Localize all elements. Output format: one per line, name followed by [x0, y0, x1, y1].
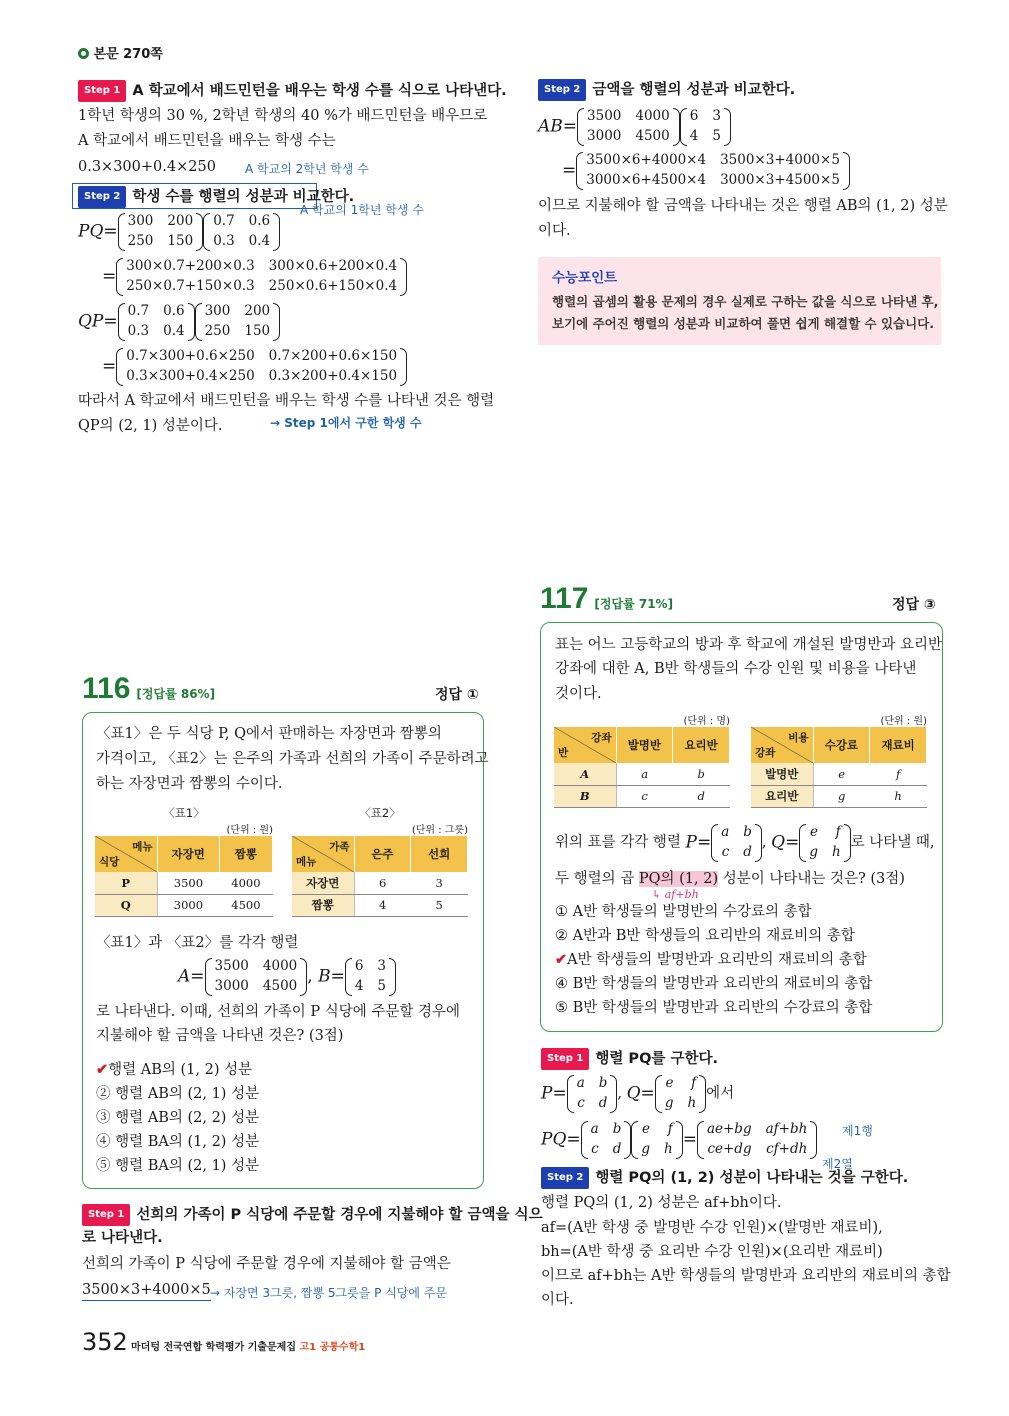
left-paren	[116, 258, 123, 296]
table-cost: (단위 : 원) 비용 강좌 수강료 재료비 발명반 e f 요리반 g h	[751, 712, 927, 808]
table-row	[751, 785, 927, 807]
matrix-cell: ce+dg	[707, 1141, 752, 1157]
question-line: 두 행렬의 곱 PQ의 (1, 2) 성분이 나타내는 것은? (3점)	[555, 871, 905, 887]
matrix-cell: b	[612, 1121, 622, 1137]
text-line: 표는 어느 고등학교의 방과 후 학교에 개설된 발명반과 요리반	[555, 637, 943, 653]
pq-product: PQ= a b c d e f g h = ae+bg af+bh ce+dg cf+dh	[541, 1120, 817, 1159]
choice-4[interactable]: ④ 행렬 BA의 (1, 2) 성분	[96, 1134, 260, 1150]
matrix	[655, 1074, 706, 1113]
left-paren	[655, 1075, 662, 1113]
table-1: 〈표1〉 (단위 : 원) 메뉴 식당 자장면 짬뽕 P 3500 4000 Q 3000 4500	[95, 805, 273, 917]
matrix-cell: c	[577, 1095, 585, 1111]
right-paren	[724, 108, 731, 146]
matrix-cell: 0.3×200+0.4×150	[268, 368, 398, 384]
table-cell: 자장면	[157, 836, 219, 872]
matrix-cell: 3500×3+4000×5	[720, 152, 840, 168]
matrix-cell: 6	[689, 108, 699, 124]
matrix-cell: h	[664, 1141, 673, 1157]
right-paren	[676, 1121, 683, 1159]
step2-heading: Step 2 금액을 행렬의 성분과 비교한다.	[538, 79, 795, 101]
tip-box: 수능포인트 행렬의 곱셈의 활용 문제의 경우 실제로 구하는 값을 식으로 나타낸 후, 보기에 주어진 행렬의 성분과 비교하여 풀면 쉽게 해결할 수 있습니다.	[538, 257, 941, 345]
table-cell: a	[616, 763, 673, 785]
left-paren	[680, 108, 687, 146]
table-cell: B	[554, 785, 616, 807]
matrix-cell: d	[612, 1141, 622, 1157]
table-row	[292, 894, 468, 916]
matrix-cell: 0.4	[163, 323, 185, 339]
matrix	[799, 823, 850, 862]
matrix-cell: h	[687, 1095, 697, 1111]
answer-label: 정답 ③	[892, 597, 936, 613]
table-cell: h	[870, 785, 927, 807]
matrix-cell: 0.7×200+0.6×150	[268, 348, 398, 364]
table-cell: 4	[354, 894, 411, 916]
text-line: 이다.	[541, 1292, 574, 1308]
matrix-cell: b	[743, 824, 752, 840]
matrix-cell: g	[641, 1141, 650, 1157]
matrix-cell: f	[667, 1121, 673, 1137]
table-cell: 3	[411, 872, 468, 894]
left-paren	[697, 1121, 704, 1159]
table-row	[95, 872, 273, 894]
table-cell: f	[870, 763, 927, 785]
right-paren	[844, 824, 851, 862]
table-cell: 가족 메뉴	[292, 836, 354, 872]
table-cell: 선희	[411, 836, 468, 872]
matrix-cell: 6	[354, 958, 364, 974]
matrix-cell: f	[835, 824, 841, 840]
matrix-cell: 4500	[262, 978, 298, 994]
checkmark-icon: ✔	[96, 1061, 109, 1078]
text-line: QP의 (2, 1) 성분이다.	[78, 418, 223, 434]
matrix	[631, 1120, 682, 1159]
choice-5[interactable]: ⑤ 행렬 BA의 (2, 1) 성분	[96, 1158, 260, 1174]
step2-heading: Step 2 행렬 PQ의 (1, 2) 성분이 나타내는 것을 구한다.	[541, 1167, 908, 1189]
matrix-cell: a	[721, 824, 730, 840]
table-cell: 4500	[219, 894, 272, 916]
section-reference: 본문 270쪽	[78, 43, 163, 62]
text-line: bh=(A반 학생 중 요리반 수강 인원)×(요리반 재료비)	[541, 1244, 883, 1260]
matrix-cell: e	[642, 1121, 650, 1137]
left-paren	[205, 958, 212, 996]
annotation: ↳ af+bh	[652, 888, 699, 901]
matrix-cell: 3000×6+4500×4	[586, 172, 707, 188]
table-row	[554, 763, 730, 785]
qp-result: = 0.7×300+0.6×250 0.7×200+0.6×150 0.3×300+0.4×250 0.3×200+0.4×150	[102, 347, 407, 386]
text-line: 가격이고, 〈표2〉는 은주의 가족과 선희의 가족이 주문하려고	[96, 751, 489, 767]
table-cell: 4000	[219, 872, 272, 894]
right-paren	[400, 258, 407, 296]
question-117-heading: 117 [정답률 71%]	[540, 582, 674, 615]
ab-equation: AB= 3500 4000 3000 4500 6 3 4 5	[538, 107, 731, 146]
table-cell: d	[673, 785, 730, 807]
right-paren	[810, 1121, 817, 1159]
table-cell: A	[554, 763, 616, 785]
matrix-cell: a	[576, 1075, 585, 1091]
matrix-cell: e	[809, 824, 818, 840]
matrix-cell: 3500	[214, 958, 249, 974]
annotation: 제2열	[822, 1157, 853, 1171]
annotation: 제1행	[842, 1124, 873, 1138]
right-paren	[273, 213, 280, 251]
text-line: 것이다.	[555, 686, 602, 702]
table-cell: e	[813, 763, 870, 785]
table-cell: 짬뽕	[219, 836, 272, 872]
matrix-cell: 4000	[635, 108, 670, 124]
matrix	[205, 957, 308, 996]
text-line: 로 나타낸다.	[82, 1230, 163, 1246]
left-paren	[116, 348, 123, 386]
text-line: 강좌에 대한 A, B반 학생들의 수강 인원 및 비용을 나타낸	[555, 661, 917, 677]
matrix-definitions: A= 3500 4000 3000 4500 , B= 6 3 4 5	[178, 957, 396, 996]
left-paren	[345, 958, 352, 996]
table-enrollment: (단위 : 명) 강좌 반 발명반 요리반 A a b B c d	[554, 712, 730, 808]
matrix-cell: 150	[244, 323, 271, 339]
matrix	[118, 302, 195, 341]
matrix-cell: 4	[689, 128, 699, 144]
table-cell: 강좌 반	[554, 727, 616, 763]
table-cell: 짬뽕	[292, 894, 354, 916]
table-cell: 3000	[157, 894, 219, 916]
matrix-cell: 4	[354, 978, 364, 994]
text-line: 로 나타낸다. 이때, 선희의 가족이 P 식당에 주문할 경우에	[96, 1004, 460, 1020]
text-line: 이다.	[538, 223, 571, 239]
matrix-cell: e	[665, 1075, 674, 1091]
matrix-cell: c	[591, 1141, 599, 1157]
right-paren	[273, 303, 280, 341]
matrix-cell: 5	[712, 128, 721, 144]
matrix-cell: 3500	[587, 108, 622, 124]
matrix-cell: 3000	[214, 978, 249, 994]
matrix-cell: 0.7×300+0.6×250	[126, 348, 255, 364]
table-cell: 요리반	[673, 727, 730, 763]
right-paren	[188, 303, 195, 341]
matrix-cell: 250×0.7+150×0.3	[126, 278, 255, 294]
matrix-cell: 300×0.7+200×0.3	[126, 258, 255, 274]
expression: 0.3×300+0.4×250	[78, 159, 216, 175]
right-paren	[624, 1121, 631, 1159]
left-paren	[567, 1075, 574, 1113]
matrix-cell: 3	[712, 108, 721, 124]
text-line: 지불해야 할 금액을 나타낸 것은? (3점)	[96, 1028, 344, 1044]
table-cell: 발명반	[616, 727, 673, 763]
right-paren	[755, 824, 762, 862]
matrix-cell: 5	[377, 978, 386, 994]
matrix	[203, 212, 280, 251]
text-line: 1학년 학생의 30 %, 2학년 학생의 40 %가 배드민턴을 배우므로	[78, 108, 488, 124]
matrix-cell: g	[664, 1095, 674, 1111]
matrix	[116, 347, 407, 386]
step1-heading: Step 1 선희의 가족이 P 식당에 주문할 경우에 지불해야 할 금액을 식으	[82, 1204, 543, 1226]
table-row	[95, 894, 273, 916]
text-line: 따라서 A 학교에서 배드민턴을 배우는 학생 수를 나타낸 것은 행렬	[78, 393, 495, 409]
footer-book: 마더텅 전국연합 학력평가 기출문제집 고1 공통수학1	[131, 1342, 366, 1353]
table-cell: P	[95, 872, 157, 894]
matrix-cell: h	[831, 844, 841, 860]
matrix-cell: a	[590, 1121, 599, 1137]
matrix-cell: c	[721, 844, 730, 860]
text-line: 〈표1〉은 두 식당 P, Q에서 판매하는 자장면과 짬뽕의	[96, 726, 442, 742]
matrix-cell: f	[691, 1075, 697, 1091]
right-paren	[673, 108, 680, 146]
text-line: 하는 자장면과 짬뽕의 수이다.	[96, 776, 283, 792]
table-cell: 발명반	[751, 763, 813, 785]
matrix-cell: cf+dh	[766, 1141, 808, 1157]
matrix-cell: d	[743, 844, 752, 860]
left-paren	[631, 1121, 638, 1159]
table-cell: 6	[354, 872, 411, 894]
left-paren	[577, 108, 584, 146]
table-row	[554, 785, 730, 807]
matrix-cell: 300	[204, 303, 231, 319]
matrix	[576, 151, 850, 190]
right-paren	[843, 152, 850, 190]
left-paren	[799, 824, 806, 862]
pq-result: = 300×0.7+200×0.3 300×0.6+200×0.4 250×0.7+150×0.3 250×0.6+150×0.4	[102, 257, 407, 296]
step1-heading: Step 1 A 학교에서 배드민턴을 배우는 학생 수를 식으로 나타낸다.	[78, 80, 507, 102]
circle-icon	[78, 48, 89, 59]
choice-5[interactable]: ⑤ B반 학생들의 발명반과 요리반의 수강료의 총합	[555, 1000, 873, 1016]
matrix	[711, 823, 762, 862]
matrix-cell: 4500	[635, 128, 670, 144]
matrix-cell: af+bh	[765, 1121, 808, 1137]
matrix	[345, 957, 396, 996]
matrix-cell: 250×0.6+150×0.4	[268, 278, 398, 294]
text-line: 이므로 지불해야 할 금액을 나타내는 것은 행렬 AB의 (1, 2) 성분	[538, 198, 948, 214]
matrix-cell: 0.3×300+0.4×250	[126, 368, 255, 384]
table-cell: g	[813, 785, 870, 807]
matrix-cell: g	[809, 844, 818, 860]
matrix-cell: 0.7	[213, 213, 235, 229]
text-line: 행렬 PQ의 (1, 2) 성분은 af+bh이다.	[541, 1195, 782, 1211]
table-cell: 은주	[354, 836, 411, 872]
step2-heading: Step 2 학생 수를 행렬의 성분과 비교한다.	[78, 186, 354, 208]
step1-heading: Step 1 행렬 PQ를 구한다.	[541, 1048, 718, 1070]
matrix-cell: d	[598, 1095, 608, 1111]
choice-3[interactable]: ✔A반 학생들의 발명반과 요리반의 재료비의 총합	[555, 951, 867, 968]
matrix-cell: 0.6	[248, 213, 271, 229]
table-cell: b	[673, 763, 730, 785]
matrix	[116, 257, 407, 296]
matrix-cell: 0.6	[163, 303, 185, 319]
text-line: af=(A반 학생 중 발명반 수강 인원)×(발명반 재료비),	[541, 1220, 883, 1236]
table-cell: c	[616, 785, 673, 807]
matrix-cell: 200	[244, 303, 271, 319]
qp-equation: QP= 0.7 0.6 0.3 0.4 300 200 250 150	[78, 302, 280, 341]
matrix-cell: 4000	[262, 958, 298, 974]
choice-1[interactable]: ✔행렬 AB의 (1, 2) 성분	[96, 1061, 253, 1078]
matrix-cell: 3000×3+4500×5	[720, 172, 840, 188]
ab-result: = 3500×6+4000×4 3500×3+4000×5 3000×6+4500×4 3000×3+4500×5	[562, 151, 850, 190]
matrix-cell: 300	[127, 213, 154, 229]
table-cell: 요리반	[751, 785, 813, 807]
matrix-cell: 250	[204, 323, 231, 339]
table-cell: Q	[95, 894, 157, 916]
annotation: → 자장면 3그릇, 짬뽕 5그릇을 P 식당에 주문	[210, 1286, 447, 1300]
left-paren	[576, 152, 583, 190]
table-row	[751, 763, 927, 785]
matrix-cell: 0.3	[127, 323, 150, 339]
matrix-cell: 3	[377, 958, 386, 974]
table-cell: 비용 강좌	[751, 727, 813, 763]
matrix-cell: 0.7	[127, 303, 150, 319]
annotation: → Step 1에서 구한 학생 수	[270, 416, 422, 430]
matrix	[680, 107, 731, 146]
table-cell: 메뉴 식당	[95, 836, 157, 872]
question-116-heading: 116 [정답률 86%]	[82, 672, 216, 705]
choice-2[interactable]: ② 행렬 AB의 (2, 1) 성분	[96, 1086, 260, 1102]
annotation: A 학교의 2학년 학생 수	[245, 162, 369, 176]
matrix-definition-line: 위의 표를 각각 행렬 P= a b c d , Q= e f g h 로 나타낼 때,	[555, 824, 935, 860]
choice-2[interactable]: ② A반과 B반 학생들의 요리반의 재료비의 총합	[555, 928, 855, 944]
table-cell: 재료비	[870, 727, 927, 763]
text-line: 선희의 가족이 P 식당에 주문할 경우에 지불해야 할 금액은	[82, 1256, 451, 1272]
left-paren	[195, 303, 202, 341]
right-paren	[389, 958, 396, 996]
right-paren	[610, 1075, 617, 1113]
choice-4[interactable]: ④ B반 학생들의 발명반과 요리반의 재료비의 총합	[555, 976, 873, 992]
pq-equation: PQ= 300 200 250 150 0.7 0.6 0.3 0.4	[78, 212, 280, 251]
left-paren	[203, 213, 210, 251]
matrix	[195, 302, 281, 341]
annotation: A 학교의 1학년 학생 수	[300, 203, 424, 217]
table-cell: 3500	[157, 872, 219, 894]
matrix-cell: 200	[167, 213, 194, 229]
matrix	[577, 107, 680, 146]
matrix-cell: 3000	[587, 128, 622, 144]
answer-label: 정답 ①	[435, 687, 479, 703]
matrix-cell: 150	[167, 233, 194, 249]
matrix-cell: 0.3	[213, 233, 235, 249]
table-cell: 수강료	[813, 727, 870, 763]
table-row	[292, 872, 468, 894]
left-paren	[581, 1121, 588, 1159]
table-2: 〈표2〉 (단위 : 그릇) 가족 메뉴 은주 선희 자장면 6 3 짬뽕 4 5	[292, 805, 468, 917]
left-paren	[118, 213, 125, 251]
matrix-cell: 300×0.6+200×0.4	[268, 258, 398, 274]
matrix	[118, 212, 204, 251]
choice-1[interactable]: ① A반 학생들의 발명반의 수강료의 총합	[555, 904, 812, 920]
text-line: 〈표1〉과 〈표2〉를 각각 행렬	[96, 935, 299, 951]
matrix-cell: 0.4	[248, 233, 271, 249]
left-paren	[711, 824, 718, 862]
matrix	[697, 1120, 817, 1159]
text-line: A 학교에서 배드민턴을 배우는 학생 수는	[78, 133, 336, 149]
matrix-cell: 250	[127, 233, 154, 249]
page-number: 352	[82, 1328, 128, 1356]
table-cell: 5	[411, 894, 468, 916]
right-paren	[400, 348, 407, 386]
matrix	[581, 1120, 632, 1159]
pq-definition: P= a b c d , Q= e f g h 에서	[541, 1075, 735, 1111]
table-cell: 자장면	[292, 872, 354, 894]
matrix-cell: 3500×6+4000×4	[586, 152, 707, 168]
expression: 3500×3+4000×5	[82, 1280, 211, 1301]
left-paren	[118, 303, 125, 341]
matrix	[567, 1074, 618, 1113]
text-line: 이므로 af+bh는 A반 학생들의 발명반과 요리반의 재료비의 총합	[541, 1268, 951, 1284]
checkmark-icon: ✔	[555, 951, 568, 968]
matrix-cell: b	[598, 1075, 608, 1091]
matrix-cell: ae+bg	[706, 1121, 752, 1137]
right-paren	[196, 213, 203, 251]
choice-3[interactable]: ③ 행렬 AB의 (2, 2) 성분	[96, 1110, 260, 1126]
